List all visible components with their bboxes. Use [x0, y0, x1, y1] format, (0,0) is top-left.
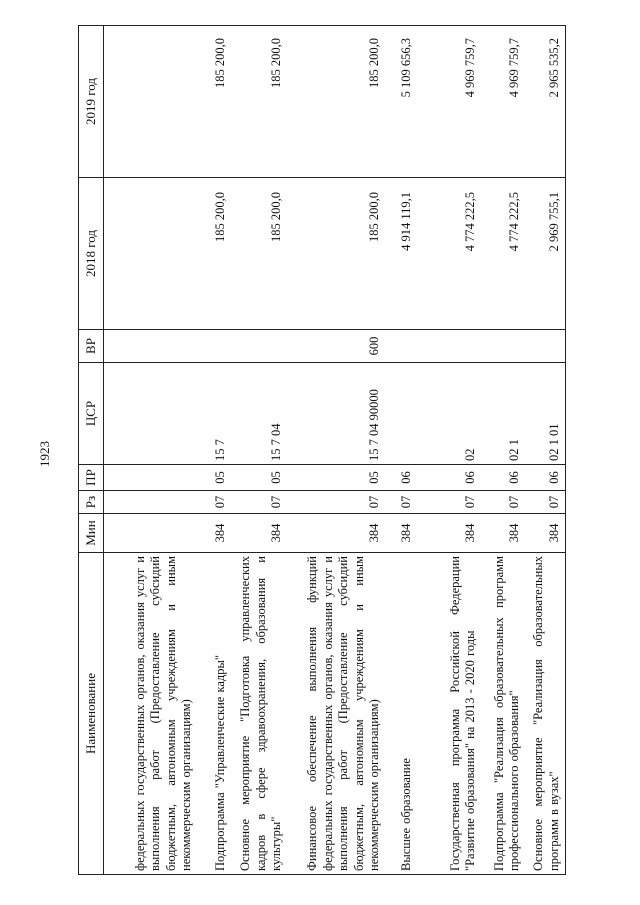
row-pr: 05	[198, 465, 232, 491]
row-min	[104, 514, 198, 553]
row-csr: 02	[418, 363, 482, 465]
row-pr: 06	[482, 465, 526, 491]
header-name: Наименование	[79, 553, 104, 875]
header-2019: 2019 год	[79, 26, 104, 178]
row-2018: 4 774 222,5	[418, 178, 482, 330]
row-name: Высшее образование	[386, 553, 418, 875]
row-2018: 185 200,0	[198, 178, 232, 330]
row-rz: 07	[288, 491, 386, 514]
table-row	[232, 26, 288, 875]
table-row	[386, 26, 418, 875]
row-pr: 05	[232, 465, 288, 491]
header-min: Мин	[79, 514, 104, 553]
row-2019: 185 200,0	[288, 26, 386, 178]
row-min: 384	[198, 514, 232, 553]
row-pr: 06	[418, 465, 482, 491]
row-vr	[198, 330, 232, 363]
row-2019: 185 200,0	[232, 26, 288, 178]
page-number: 1923	[37, 441, 52, 467]
header-rz: Рз	[79, 491, 104, 514]
row-pr	[104, 465, 198, 491]
row-name: Подпрограмма "Управленческие кадры"	[198, 553, 232, 875]
table-row	[526, 26, 566, 875]
row-vr: 600	[288, 330, 386, 363]
row-vr	[104, 330, 198, 363]
table-header-row	[79, 26, 104, 875]
row-2018	[104, 178, 198, 330]
row-csr: 15 7 04	[232, 363, 288, 465]
row-name: Государственная программа Российской Федерации "Развитие образования" на 2013 - 2020 годы	[418, 553, 482, 875]
row-min: 384	[386, 514, 418, 553]
row-2019	[104, 26, 198, 178]
row-rz: 07	[232, 491, 288, 514]
row-vr	[418, 330, 482, 363]
row-name: Подпрограмма "Реализация образовательных программ профессионального образования"	[482, 553, 526, 875]
row-csr	[386, 363, 418, 465]
header-pr: ПР	[79, 465, 104, 491]
table-row	[198, 26, 232, 875]
row-min: 384	[288, 514, 386, 553]
row-rz: 07	[386, 491, 418, 514]
table-row	[418, 26, 482, 875]
row-min: 384	[232, 514, 288, 553]
row-vr	[482, 330, 526, 363]
row-csr	[104, 363, 198, 465]
row-csr: 15 7 04 90000	[288, 363, 386, 465]
row-name: Финансовое обеспечение выполнения функций федеральных государственных органов, оказания услуг и выполнения работ (Предоставление субсидий бюджетным, автономным учреждениям и иным некоммерческим организациям)	[288, 553, 386, 875]
row-vr	[386, 330, 418, 363]
row-2018: 185 200,0	[232, 178, 288, 330]
row-2019: 4 969 759,7	[418, 26, 482, 178]
budget-table	[78, 25, 566, 875]
row-2019: 5 109 656,3	[386, 26, 418, 178]
row-min: 384	[418, 514, 482, 553]
row-rz: 07	[482, 491, 526, 514]
row-vr	[526, 330, 566, 363]
header-csr: ЦСР	[79, 363, 104, 465]
row-name: федеральных государственных органов, оказания услуг и выполнения работ (Предоставление субсидий бюджетным, автономным учреждениям и иным некоммерческим организациям)	[104, 553, 198, 875]
row-2019: 185 200,0	[198, 26, 232, 178]
row-rz: 07	[418, 491, 482, 514]
row-rz: 07	[526, 491, 566, 514]
row-csr: 02 1	[482, 363, 526, 465]
row-csr: 02 1 01	[526, 363, 566, 465]
row-2019: 4 969 759,7	[482, 26, 526, 178]
table-row	[482, 26, 526, 875]
row-min: 384	[526, 514, 566, 553]
row-name: Основное мероприятие "Реализация образовательных программ в вузах"	[526, 553, 566, 875]
row-rz	[104, 491, 198, 514]
row-name: Основное мероприятие "Подготовка управленческих кадров в сфере здравоохранения, образования и культуры"	[232, 553, 288, 875]
header-vr: ВР	[79, 330, 104, 363]
table-row	[104, 26, 198, 875]
row-csr: 15 7	[198, 363, 232, 465]
row-2018: 185 200,0	[288, 178, 386, 330]
row-2018: 4 774 222,5	[482, 178, 526, 330]
row-pr: 06	[526, 465, 566, 491]
budget-table-rotated	[78, 26, 566, 875]
table-row	[288, 26, 386, 875]
row-vr	[232, 330, 288, 363]
row-2018: 2 969 755,1	[526, 178, 566, 330]
row-pr: 05	[288, 465, 386, 491]
row-pr: 06	[386, 465, 418, 491]
row-2018: 4 914 119,1	[386, 178, 418, 330]
row-min: 384	[482, 514, 526, 553]
row-2019: 2 965 535,2	[526, 26, 566, 178]
header-2018: 2018 год	[79, 178, 104, 330]
row-rz: 07	[198, 491, 232, 514]
